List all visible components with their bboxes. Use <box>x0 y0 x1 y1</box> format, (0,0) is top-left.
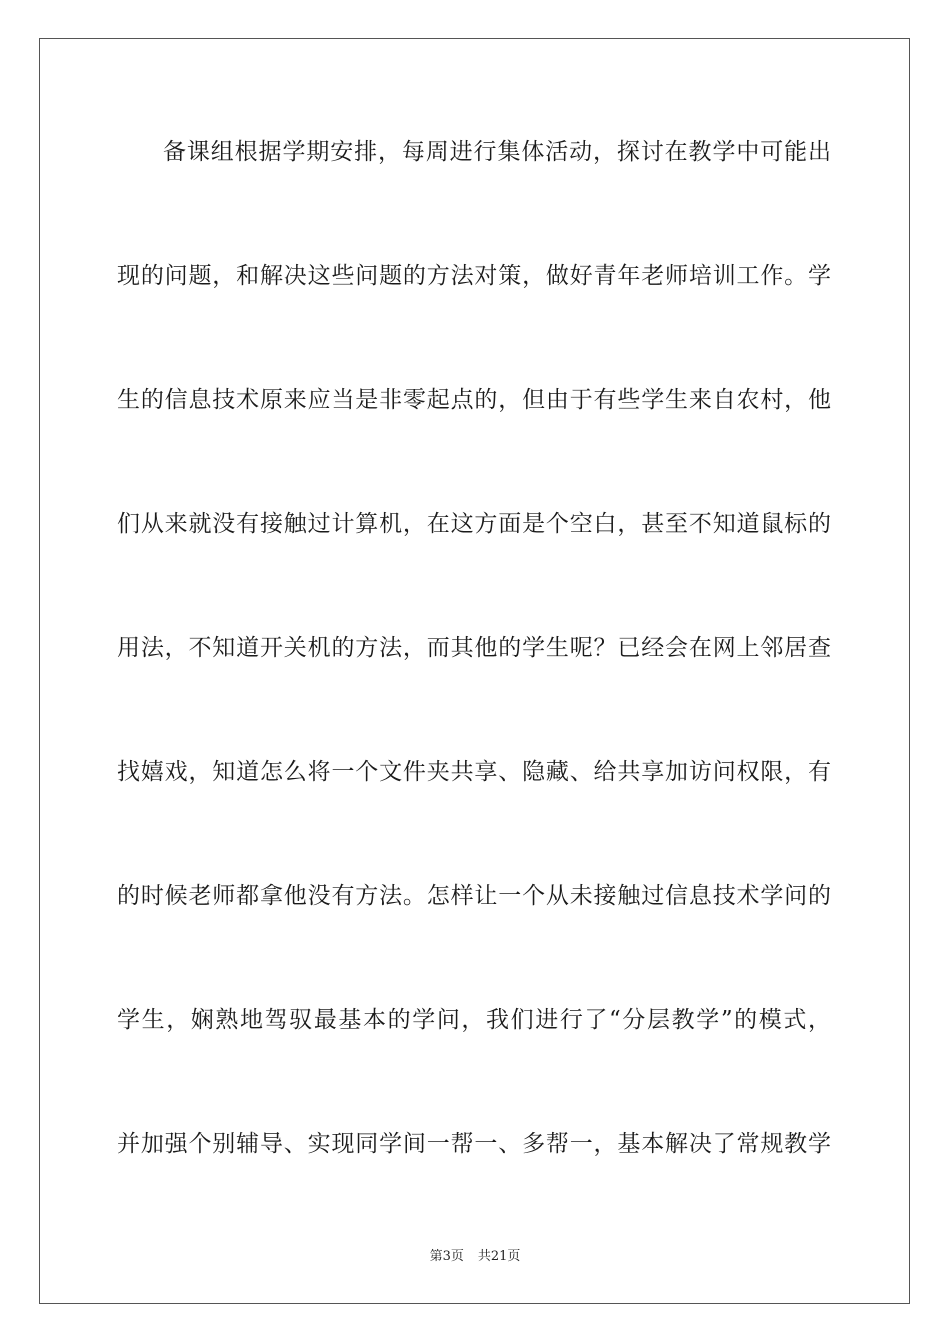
paragraph-line: 找嬉戏，知道怎么将一个文件夹共享、隐藏、给共享加访问权限，有 <box>117 759 831 785</box>
paragraph-line: 现的问题，和解决这些问题的方法对策，做好青年老师培训工作。学 <box>117 263 831 289</box>
paragraph-line: 并加强个别辅导、实现同学间一帮一、多帮一，基本解决了常规教学 <box>117 1131 831 1157</box>
paragraph-line: 的时候老师都拿他没有方法。怎样让一个从未接触过信息技术学问的 <box>117 883 831 909</box>
paragraph-line: 生的信息技术原来应当是非零起点的，但由于有些学生来自农村，他 <box>117 387 831 413</box>
page-footer <box>0 1249 950 1265</box>
page-number-current: 第3页 <box>429 1249 464 1264</box>
page-border <box>39 38 910 1304</box>
paragraph-line: 备课组根据学期安排，每周进行集体活动，探讨在教学中可能出 <box>163 139 831 165</box>
paragraph-line: 用法，不知道开关机的方法，而其他的学生呢？已经会在网上邻居查 <box>117 635 831 661</box>
paragraph-line: 们从来就没有接触过计算机，在这方面是个空白，甚至不知道鼠标的 <box>117 511 831 537</box>
paragraph-line: 学生，娴熟地驾驭最基本的学问，我们进行了“分层教学”的模式， <box>117 1007 831 1033</box>
page-number-total: 共21页 <box>477 1249 521 1264</box>
